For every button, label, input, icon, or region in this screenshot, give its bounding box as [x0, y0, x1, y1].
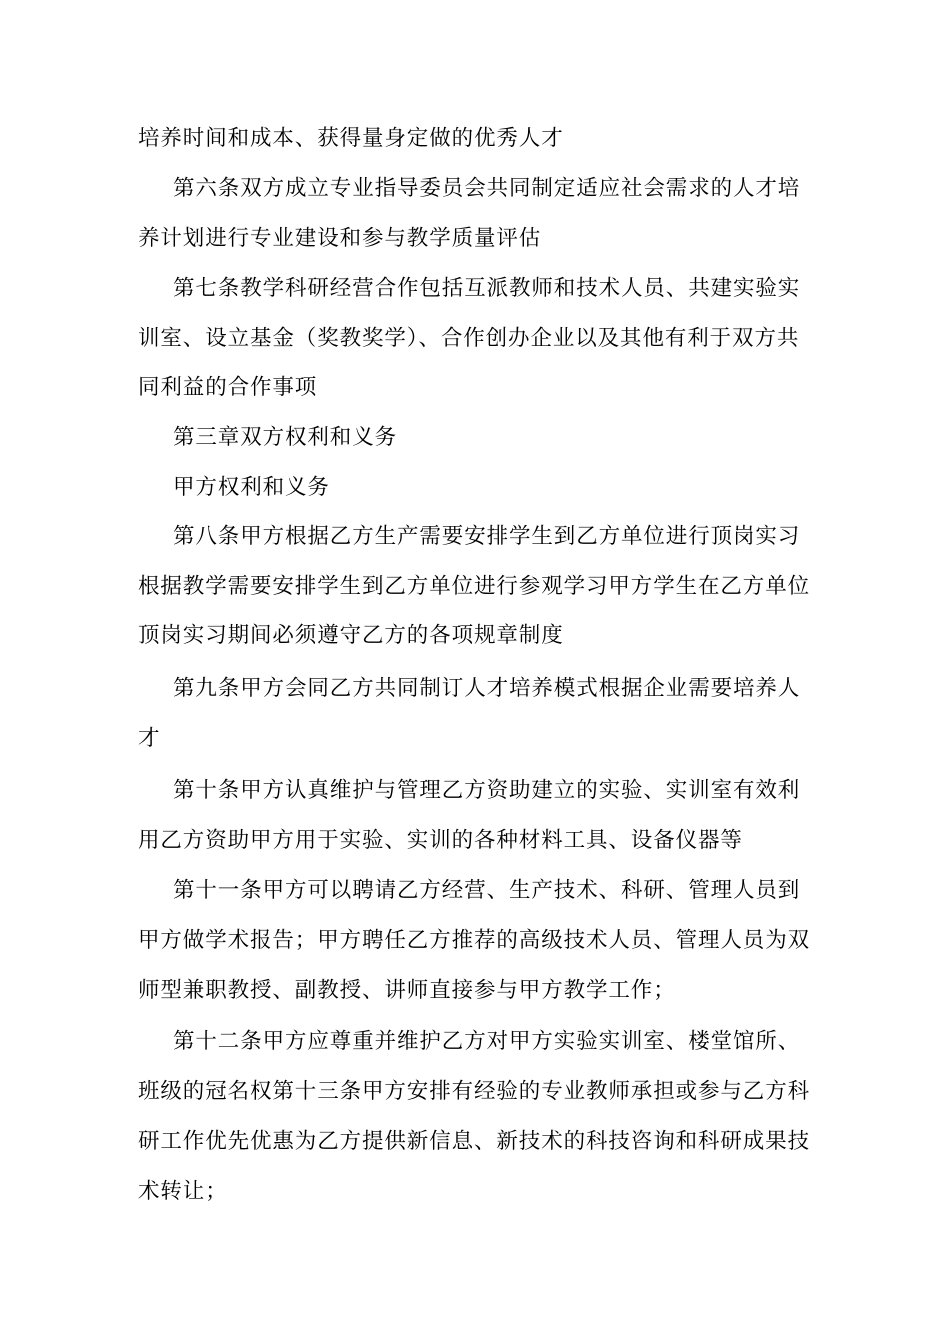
text-line: 第十二条甲方应尊重并维护乙方对甲方实验实训室、楼堂馆所、 — [173, 1029, 801, 1054]
text-line: 甲方做学术报告；甲方聘任乙方推荐的高级技术人员、管理人员为双 — [138, 928, 811, 953]
text-line: 班级的冠名权第十三条甲方安排有经验的专业教师承担或参与乙方科 — [138, 1079, 811, 1104]
text-line: 第六条双方成立专业指导委员会共同制定适应社会需求的人才培 — [173, 176, 801, 201]
text-line: 第十一条甲方可以聘请乙方经营、生产技术、科研、管理人员到 — [173, 878, 801, 903]
section-heading: 第三章双方权利和义务 — [173, 425, 398, 450]
text-line: 用乙方资助甲方用于实验、实训的各种材料工具、设备仪器等 — [138, 828, 743, 853]
text-line: 第八条甲方根据乙方生产需要安排学生到乙方单位进行顶岗实习 — [173, 524, 801, 549]
text-line: 第九条甲方会同乙方共同制订人才培养模式根据企业需要培养人 — [173, 676, 801, 701]
text-line: 术转让； — [138, 1179, 228, 1204]
text-line: 同利益的合作事项 — [138, 375, 318, 400]
text-line: 第七条教学科研经营合作包括互派教师和技术人员、共建实验实 — [173, 276, 801, 301]
text-line: 才 — [138, 726, 161, 751]
text-line: 培养时间和成本、获得量身定做的优秀人才 — [138, 126, 564, 151]
text-line: 顶岗实习期间必须遵守乙方的各项规章制度 — [138, 623, 564, 648]
text-line: 根据教学需要安排学生到乙方单位进行参观学习甲方学生在乙方单位 — [138, 574, 811, 599]
text-line: 训室、设立基金（奖教奖学）、合作创办企业以及其他有利于双方共 — [138, 326, 800, 351]
text-line: 养计划进行专业建设和参与教学质量评估 — [138, 226, 542, 251]
subsection-heading: 甲方权利和义务 — [173, 475, 330, 500]
text-line: 研工作优先优惠为乙方提供新信息、新技术的科技咨询和科研成果技 — [138, 1129, 811, 1154]
text-line: 师型兼职教授、副教授、讲师直接参与甲方教学工作； — [138, 978, 676, 1003]
text-line: 第十条甲方认真维护与管理乙方资助建立的实验、实训室有效利 — [173, 778, 801, 803]
